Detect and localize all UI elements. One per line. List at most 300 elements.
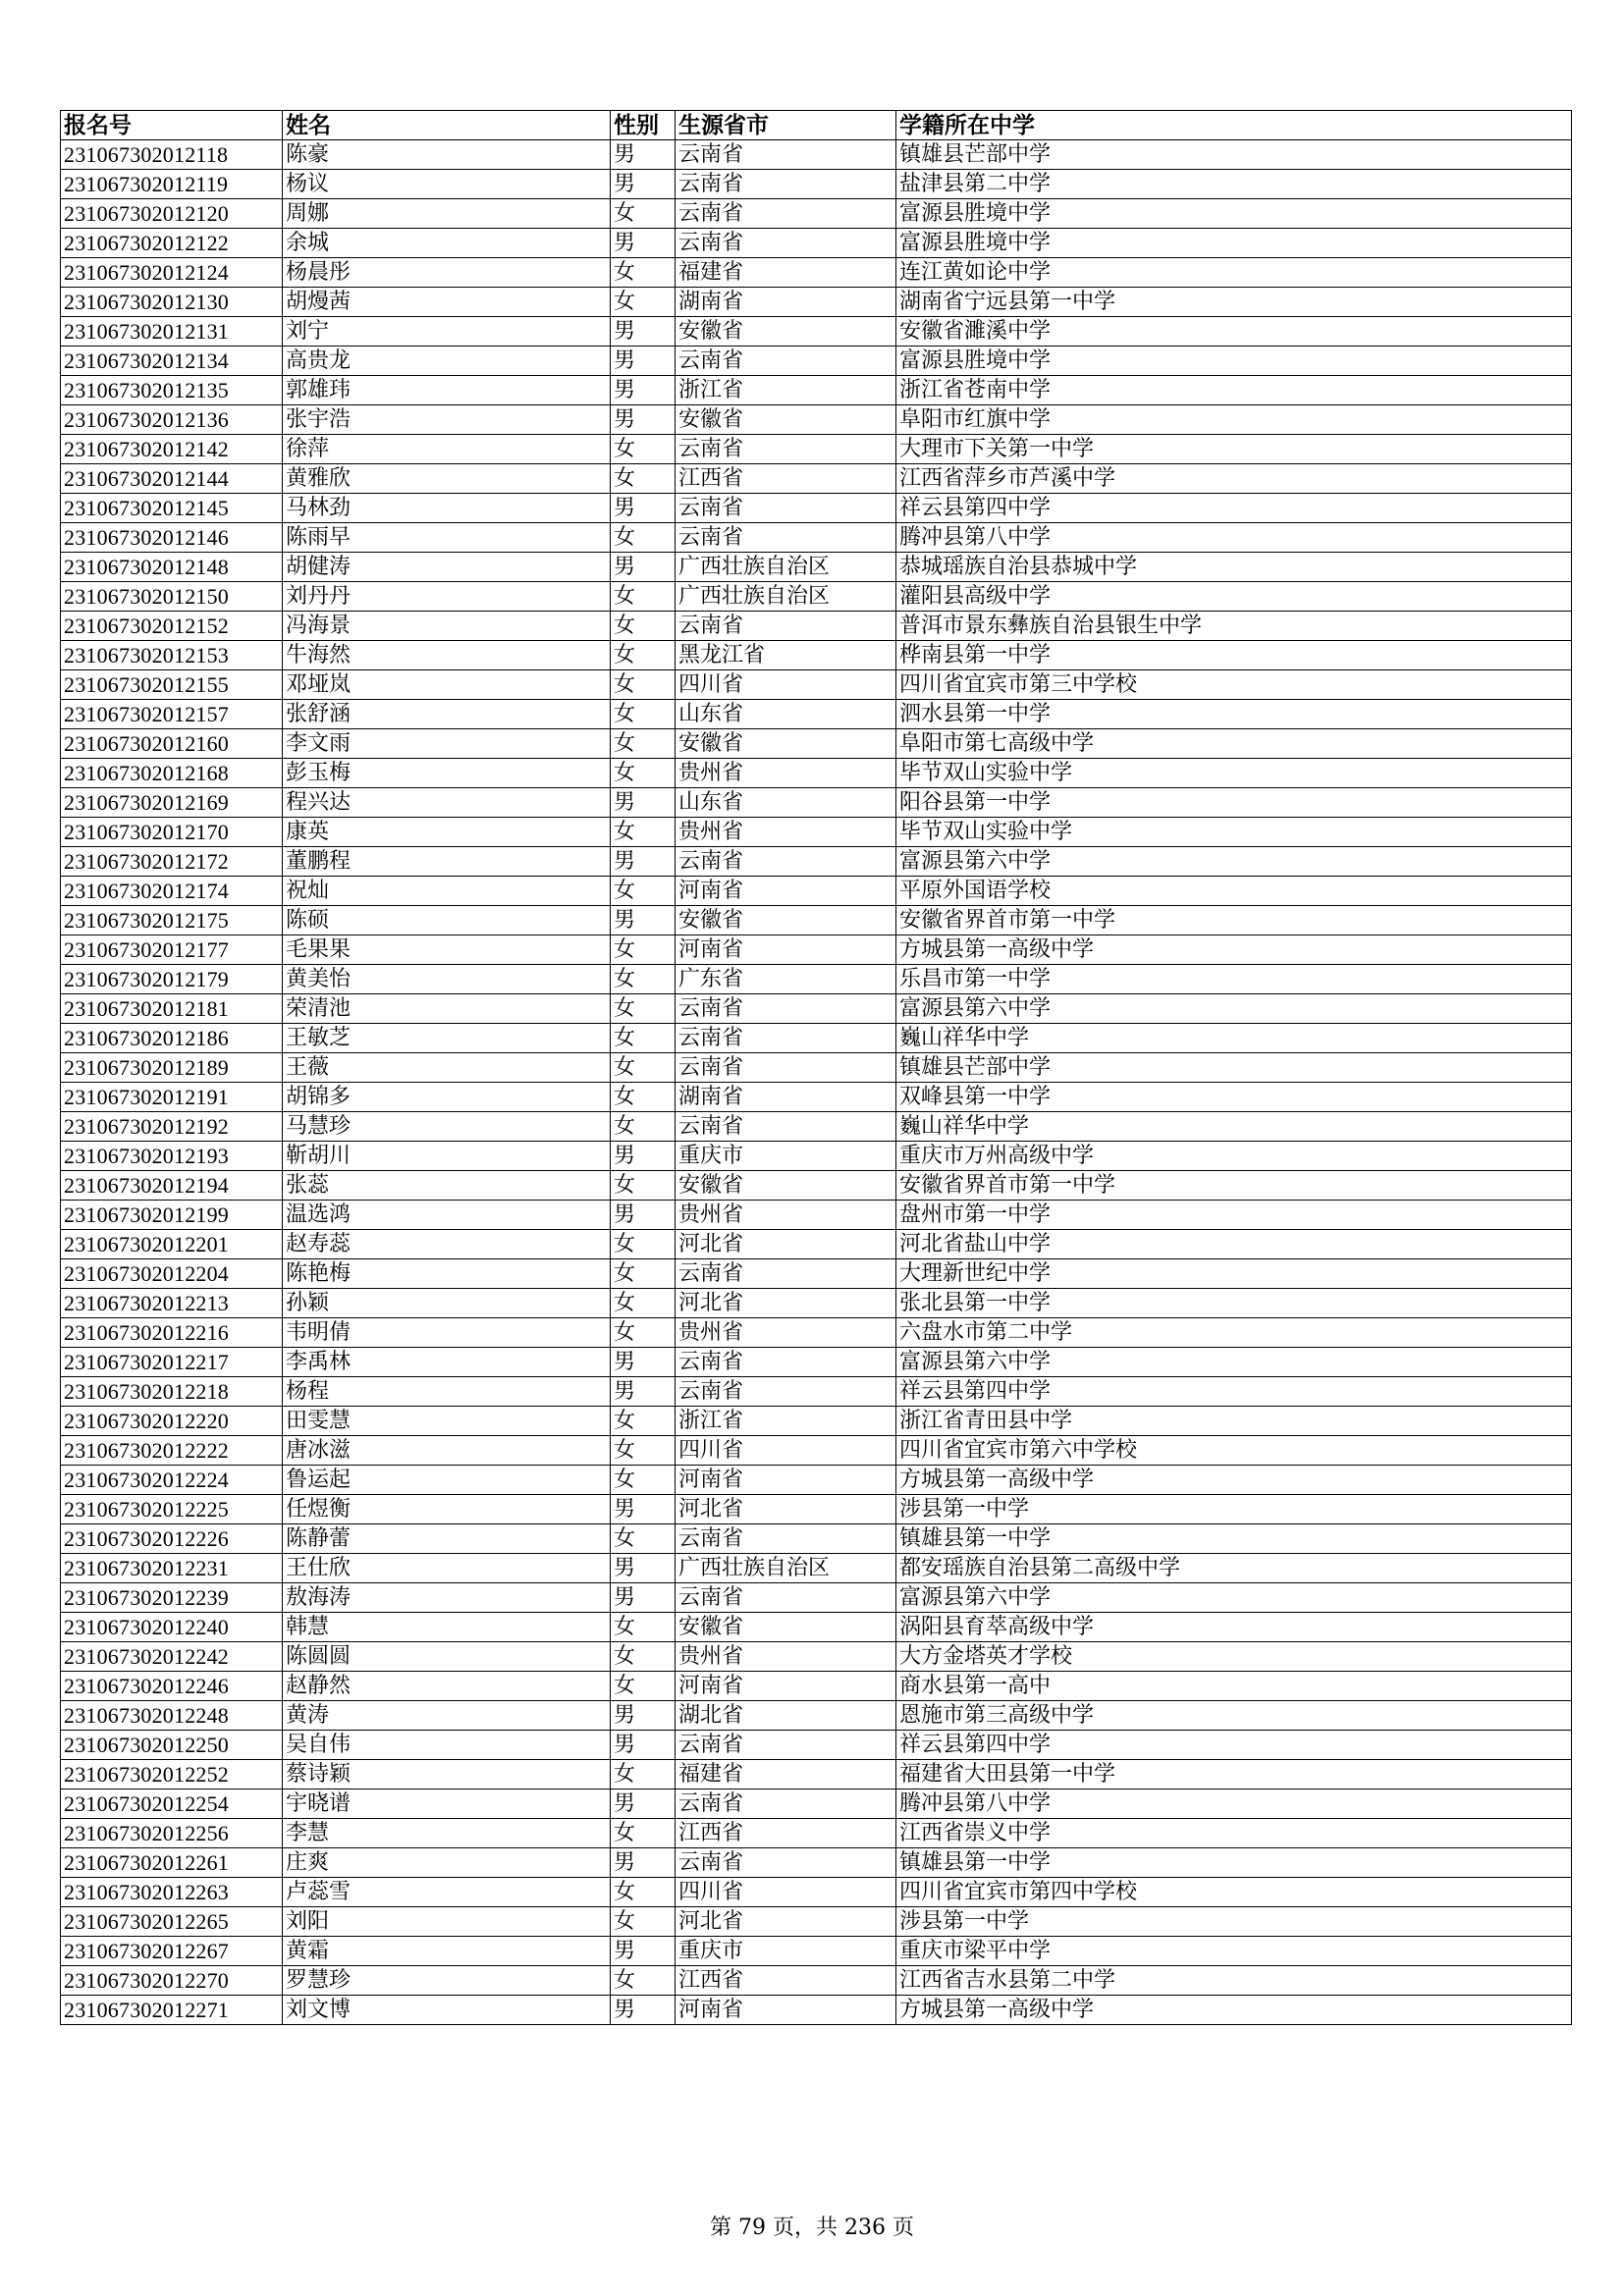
name-cell: 温选鸿 — [283, 1201, 611, 1230]
registration-number-cell: 231067302012224 — [61, 1466, 283, 1495]
registration-number-cell: 231067302012122 — [61, 229, 283, 258]
province-cell: 河北省 — [676, 1907, 896, 1937]
gender-cell: 男 — [611, 1937, 676, 1966]
table-row — [61, 1495, 1572, 1524]
registration-number-cell: 231067302012174 — [61, 877, 283, 906]
table-row — [61, 229, 1572, 258]
table-row — [61, 612, 1572, 641]
gender-cell: 女 — [611, 1289, 676, 1318]
school-cell: 江西省萍乡市芦溪中学 — [896, 464, 1572, 494]
school-cell: 都安瑶族自治县第二高级中学 — [896, 1554, 1572, 1583]
name-cell: 杨程 — [283, 1377, 611, 1407]
registration-number-cell: 231067302012239 — [61, 1583, 283, 1613]
registration-number-cell: 231067302012231 — [61, 1554, 283, 1583]
table-row — [61, 1907, 1572, 1937]
registration-number-cell: 231067302012246 — [61, 1672, 283, 1701]
table-row — [61, 1672, 1572, 1701]
gender-cell: 男 — [611, 906, 676, 935]
table-row — [61, 1407, 1572, 1436]
name-cell: 康英 — [283, 818, 611, 847]
name-cell: 张蕊 — [283, 1171, 611, 1201]
school-cell: 镇雄县芒部中学 — [896, 1053, 1572, 1083]
name-cell: 赵静然 — [283, 1672, 611, 1701]
school-cell: 富源县胜境中学 — [896, 229, 1572, 258]
province-cell: 河南省 — [676, 877, 896, 906]
table-row — [61, 1878, 1572, 1907]
gender-cell: 女 — [611, 435, 676, 464]
gender-cell: 女 — [611, 994, 676, 1024]
page-footer: 第 79 页，共 236 页 — [710, 2216, 914, 2240]
registration-number-cell: 231067302012218 — [61, 1377, 283, 1407]
school-cell: 大理新世纪中学 — [896, 1259, 1572, 1289]
school-cell: 安徽省界首市第一中学 — [896, 1171, 1572, 1201]
name-cell: 鲁运起 — [283, 1466, 611, 1495]
gender-cell: 男 — [611, 1377, 676, 1407]
registration-number-cell: 231067302012256 — [61, 1819, 283, 1848]
name-cell: 冯海景 — [283, 612, 611, 641]
table-row — [61, 1937, 1572, 1966]
gender-cell: 女 — [611, 1907, 676, 1937]
school-cell: 平原外国语学校 — [896, 877, 1572, 906]
school-cell: 河北省盐山中学 — [896, 1230, 1572, 1259]
province-cell: 贵州省 — [676, 759, 896, 788]
province-cell: 云南省 — [676, 1789, 896, 1819]
school-cell: 六盘水市第二中学 — [896, 1318, 1572, 1348]
registration-number-cell: 231067302012145 — [61, 494, 283, 523]
name-cell: 毛果果 — [283, 935, 611, 965]
gender-cell: 女 — [611, 1112, 676, 1142]
table-row — [61, 1377, 1572, 1407]
name-cell: 庄爽 — [283, 1848, 611, 1878]
name-cell: 徐萍 — [283, 435, 611, 464]
school-cell: 镇雄县第一中学 — [896, 1524, 1572, 1554]
gender-cell: 女 — [611, 1524, 676, 1554]
name-cell: 牛海然 — [283, 641, 611, 670]
name-cell: 王薇 — [283, 1053, 611, 1083]
name-cell: 任煜衡 — [283, 1495, 611, 1524]
school-cell: 安徽省濉溪中学 — [896, 317, 1572, 347]
table-row — [61, 641, 1572, 670]
registration-number-cell: 231067302012155 — [61, 670, 283, 700]
school-cell: 盐津县第二中学 — [896, 170, 1572, 199]
province-cell: 云南省 — [676, 1731, 896, 1760]
name-cell: 韩慧 — [283, 1613, 611, 1642]
table-row — [61, 258, 1572, 288]
province-cell: 重庆市 — [676, 1937, 896, 1966]
name-cell: 黄涛 — [283, 1701, 611, 1731]
table-row — [61, 1466, 1572, 1495]
school-cell: 阜阳市第七高级中学 — [896, 729, 1572, 759]
province-cell: 山东省 — [676, 700, 896, 729]
table-row — [61, 1996, 1572, 2025]
name-cell: 张宇浩 — [283, 405, 611, 435]
school-cell: 阳谷县第一中学 — [896, 788, 1572, 818]
name-cell: 敖海涛 — [283, 1583, 611, 1613]
school-cell: 方城县第一高级中学 — [896, 935, 1572, 965]
table-row — [61, 1201, 1572, 1230]
province-cell: 浙江省 — [676, 376, 896, 405]
registration-number-cell: 231067302012191 — [61, 1083, 283, 1112]
province-cell: 河南省 — [676, 935, 896, 965]
province-cell: 云南省 — [676, 229, 896, 258]
name-cell: 彭玉梅 — [283, 759, 611, 788]
name-cell: 邓垭岚 — [283, 670, 611, 700]
name-cell: 韦明倩 — [283, 1318, 611, 1348]
gender-cell: 男 — [611, 1583, 676, 1613]
table-row — [61, 288, 1572, 317]
table-row — [61, 847, 1572, 877]
province-cell: 贵州省 — [676, 1318, 896, 1348]
name-cell: 李文雨 — [283, 729, 611, 759]
school-cell: 重庆市万州高级中学 — [896, 1142, 1572, 1171]
registration-number-cell: 231067302012186 — [61, 1024, 283, 1053]
school-cell: 泗水县第一中学 — [896, 700, 1572, 729]
school-cell: 巍山祥华中学 — [896, 1112, 1572, 1142]
registration-number-cell: 231067302012265 — [61, 1907, 283, 1937]
registration-number-cell: 231067302012254 — [61, 1789, 283, 1819]
gender-cell: 女 — [611, 1024, 676, 1053]
admission-list-table — [60, 110, 1572, 2025]
province-cell: 福建省 — [676, 258, 896, 288]
school-cell: 方城县第一高级中学 — [896, 1996, 1572, 2025]
table-row — [61, 700, 1572, 729]
registration-number-cell: 231067302012153 — [61, 641, 283, 670]
province-cell: 湖南省 — [676, 1083, 896, 1112]
province-cell: 河南省 — [676, 1672, 896, 1701]
gender-cell: 女 — [611, 1083, 676, 1112]
table-row — [61, 464, 1572, 494]
province-cell: 云南省 — [676, 1524, 896, 1554]
province-cell: 福建省 — [676, 1760, 896, 1789]
name-cell: 黄美怡 — [283, 965, 611, 994]
school-cell: 江西省吉水县第二中学 — [896, 1966, 1572, 1996]
name-cell: 刘宁 — [283, 317, 611, 347]
name-cell: 荣清池 — [283, 994, 611, 1024]
table-row — [61, 1966, 1572, 1996]
table-row — [61, 1642, 1572, 1672]
province-cell: 云南省 — [676, 170, 896, 199]
table-row — [61, 494, 1572, 523]
school-cell: 大方金塔英才学校 — [896, 1642, 1572, 1672]
gender-cell: 女 — [611, 1466, 676, 1495]
table-row — [61, 906, 1572, 935]
name-cell: 黄霜 — [283, 1937, 611, 1966]
registration-number-cell: 231067302012146 — [61, 523, 283, 553]
name-cell: 宇晓谱 — [283, 1789, 611, 1819]
table-row — [61, 1701, 1572, 1731]
registration-number-cell: 231067302012177 — [61, 935, 283, 965]
name-cell: 祝灿 — [283, 877, 611, 906]
name-cell: 陈静蕾 — [283, 1524, 611, 1554]
registration-number-cell: 231067302012222 — [61, 1436, 283, 1466]
province-cell: 湖南省 — [676, 288, 896, 317]
province-cell: 安徽省 — [676, 1171, 896, 1201]
province-cell: 广西壮族自治区 — [676, 1554, 896, 1583]
header-gender: 性别 — [611, 111, 676, 140]
school-cell: 四川省宜宾市第四中学校 — [896, 1878, 1572, 1907]
registration-number-cell: 231067302012240 — [61, 1613, 283, 1642]
school-cell: 毕节双山实验中学 — [896, 818, 1572, 847]
gender-cell: 女 — [611, 1436, 676, 1466]
gender-cell: 女 — [611, 877, 676, 906]
registration-number-cell: 231067302012144 — [61, 464, 283, 494]
table-row — [61, 347, 1572, 376]
province-cell: 河北省 — [676, 1495, 896, 1524]
province-cell: 广西壮族自治区 — [676, 553, 896, 582]
gender-cell: 女 — [611, 1053, 676, 1083]
school-cell: 涡阳县育萃高级中学 — [896, 1613, 1572, 1642]
gender-cell: 女 — [611, 1642, 676, 1672]
name-cell: 杨晨彤 — [283, 258, 611, 288]
name-cell: 董鹏程 — [283, 847, 611, 877]
registration-number-cell: 231067302012118 — [61, 140, 283, 170]
registration-number-cell: 231067302012179 — [61, 965, 283, 994]
table-row — [61, 1819, 1572, 1848]
table-row — [61, 199, 1572, 229]
gender-cell: 男 — [611, 229, 676, 258]
gender-cell: 男 — [611, 1554, 676, 1583]
school-cell: 富源县第六中学 — [896, 1348, 1572, 1377]
province-cell: 广西壮族自治区 — [676, 582, 896, 612]
registration-number-cell: 231067302012119 — [61, 170, 283, 199]
gender-cell: 男 — [611, 1848, 676, 1878]
province-cell: 云南省 — [676, 1583, 896, 1613]
table-row — [61, 1613, 1572, 1642]
gender-cell: 男 — [611, 1201, 676, 1230]
school-cell: 巍山祥华中学 — [896, 1024, 1572, 1053]
school-cell: 连江黄如论中学 — [896, 258, 1572, 288]
province-cell: 云南省 — [676, 347, 896, 376]
school-cell: 腾冲县第八中学 — [896, 1789, 1572, 1819]
registration-number-cell: 231067302012220 — [61, 1407, 283, 1436]
name-cell: 田雯慧 — [283, 1407, 611, 1436]
school-cell: 涉县第一中学 — [896, 1907, 1572, 1937]
gender-cell: 女 — [611, 464, 676, 494]
gender-cell: 女 — [611, 1407, 676, 1436]
school-cell: 腾冲县第八中学 — [896, 523, 1572, 553]
registration-number-cell: 231067302012136 — [61, 405, 283, 435]
registration-number-cell: 231067302012242 — [61, 1642, 283, 1672]
name-cell: 罗慧珍 — [283, 1966, 611, 1996]
gender-cell: 男 — [611, 1701, 676, 1731]
gender-cell: 女 — [611, 1259, 676, 1289]
gender-cell: 女 — [611, 700, 676, 729]
school-cell: 恭城瑶族自治县恭城中学 — [896, 553, 1572, 582]
school-cell: 江西省崇义中学 — [896, 1819, 1572, 1848]
table-row — [61, 1053, 1572, 1083]
table-header-row — [61, 111, 1572, 140]
school-cell: 大理市下关第一中学 — [896, 435, 1572, 464]
registration-number-cell: 231067302012120 — [61, 199, 283, 229]
registration-number-cell: 231067302012192 — [61, 1112, 283, 1142]
registration-number-cell: 231067302012226 — [61, 1524, 283, 1554]
gender-cell: 女 — [611, 965, 676, 994]
province-cell: 云南省 — [676, 1259, 896, 1289]
registration-number-cell: 231067302012157 — [61, 700, 283, 729]
table-row — [61, 1318, 1572, 1348]
school-cell: 安徽省界首市第一中学 — [896, 906, 1572, 935]
province-cell: 云南省 — [676, 1377, 896, 1407]
table-row — [61, 582, 1572, 612]
registration-number-cell: 231067302012152 — [61, 612, 283, 641]
registration-number-cell: 231067302012271 — [61, 1996, 283, 2025]
header-province: 生源省市 — [676, 111, 896, 140]
name-cell: 王仕欣 — [283, 1554, 611, 1583]
table-row — [61, 1789, 1572, 1819]
table-row — [61, 1112, 1572, 1142]
province-cell: 河南省 — [676, 1996, 896, 2025]
name-cell: 程兴达 — [283, 788, 611, 818]
gender-cell: 女 — [611, 1819, 676, 1848]
registration-number-cell: 231067302012261 — [61, 1848, 283, 1878]
name-cell: 黄雅欣 — [283, 464, 611, 494]
registration-number-cell: 231067302012124 — [61, 258, 283, 288]
name-cell: 胡健涛 — [283, 553, 611, 582]
gender-cell: 女 — [611, 1878, 676, 1907]
header-registration-number: 报名号 — [61, 111, 283, 140]
province-cell: 云南省 — [676, 1053, 896, 1083]
gender-cell: 男 — [611, 494, 676, 523]
gender-cell: 男 — [611, 847, 676, 877]
province-cell: 广东省 — [676, 965, 896, 994]
table-row — [61, 1230, 1572, 1259]
name-cell: 陈雨早 — [283, 523, 611, 553]
table-row — [61, 1760, 1572, 1789]
table-row — [61, 729, 1572, 759]
gender-cell: 女 — [611, 523, 676, 553]
school-cell: 镇雄县第一中学 — [896, 1848, 1572, 1878]
school-cell: 毕节双山实验中学 — [896, 759, 1572, 788]
table-row — [61, 1583, 1572, 1613]
gender-cell: 男 — [611, 405, 676, 435]
name-cell: 郭雄玮 — [283, 376, 611, 405]
table-row — [61, 1436, 1572, 1466]
province-cell: 云南省 — [676, 612, 896, 641]
school-cell: 富源县第六中学 — [896, 1583, 1572, 1613]
table-row — [61, 317, 1572, 347]
table-row — [61, 965, 1572, 994]
name-cell: 刘丹丹 — [283, 582, 611, 612]
school-cell: 盘州市第一中学 — [896, 1201, 1572, 1230]
school-cell: 富源县第六中学 — [896, 847, 1572, 877]
table-row — [61, 1083, 1572, 1112]
school-cell: 普洱市景东彝族自治县银生中学 — [896, 612, 1572, 641]
registration-number-cell: 231067302012250 — [61, 1731, 283, 1760]
name-cell: 吴自伟 — [283, 1731, 611, 1760]
province-cell: 河北省 — [676, 1230, 896, 1259]
gender-cell: 女 — [611, 582, 676, 612]
registration-number-cell: 231067302012216 — [61, 1318, 283, 1348]
registration-number-cell: 231067302012135 — [61, 376, 283, 405]
province-cell: 安徽省 — [676, 1613, 896, 1642]
table-row — [61, 1731, 1572, 1760]
gender-cell: 男 — [611, 376, 676, 405]
table-row — [61, 877, 1572, 906]
name-cell: 赵寿蕊 — [283, 1230, 611, 1259]
name-cell: 蔡诗颖 — [283, 1760, 611, 1789]
school-cell: 涉县第一中学 — [896, 1495, 1572, 1524]
table-row — [61, 1524, 1572, 1554]
name-cell: 陈硕 — [283, 906, 611, 935]
name-cell: 胡熳茜 — [283, 288, 611, 317]
table-row — [61, 376, 1572, 405]
table-row — [61, 435, 1572, 464]
school-cell: 重庆市梁平中学 — [896, 1937, 1572, 1966]
registration-number-cell: 231067302012150 — [61, 582, 283, 612]
province-cell: 江西省 — [676, 1819, 896, 1848]
school-cell: 浙江省青田县中学 — [896, 1407, 1572, 1436]
school-cell: 富源县第六中学 — [896, 994, 1572, 1024]
province-cell: 四川省 — [676, 1878, 896, 1907]
gender-cell: 男 — [611, 1495, 676, 1524]
table-row — [61, 935, 1572, 965]
gender-cell: 男 — [611, 553, 676, 582]
gender-cell: 女 — [611, 818, 676, 847]
gender-cell: 女 — [611, 288, 676, 317]
province-cell: 四川省 — [676, 1436, 896, 1466]
province-cell: 贵州省 — [676, 1642, 896, 1672]
registration-number-cell: 231067302012142 — [61, 435, 283, 464]
gender-cell: 女 — [611, 612, 676, 641]
province-cell: 重庆市 — [676, 1142, 896, 1171]
province-cell: 云南省 — [676, 1112, 896, 1142]
gender-cell: 女 — [611, 1760, 676, 1789]
school-cell: 祥云县第四中学 — [896, 1377, 1572, 1407]
gender-cell: 男 — [611, 788, 676, 818]
province-cell: 云南省 — [676, 1348, 896, 1377]
table-row — [61, 1348, 1572, 1377]
province-cell: 江西省 — [676, 464, 896, 494]
name-cell: 马林劲 — [283, 494, 611, 523]
province-cell: 贵州省 — [676, 1201, 896, 1230]
gender-cell: 男 — [611, 1789, 676, 1819]
name-cell: 卢蕊雪 — [283, 1878, 611, 1907]
province-cell: 安徽省 — [676, 405, 896, 435]
province-cell: 浙江省 — [676, 1407, 896, 1436]
gender-cell: 男 — [611, 1348, 676, 1377]
registration-number-cell: 231067302012189 — [61, 1053, 283, 1083]
gender-cell: 女 — [611, 199, 676, 229]
school-cell: 浙江省苍南中学 — [896, 376, 1572, 405]
registration-number-cell: 231067302012160 — [61, 729, 283, 759]
name-cell: 李慧 — [283, 1819, 611, 1848]
table-row — [61, 553, 1572, 582]
table-row — [61, 788, 1572, 818]
province-cell: 山东省 — [676, 788, 896, 818]
name-cell: 王敏芝 — [283, 1024, 611, 1053]
name-cell: 李禹林 — [283, 1348, 611, 1377]
registration-number-cell: 231067302012267 — [61, 1937, 283, 1966]
name-cell: 唐冰滋 — [283, 1436, 611, 1466]
table-row — [61, 523, 1572, 553]
table-row — [61, 170, 1572, 199]
table-row — [61, 1171, 1572, 1201]
province-cell: 贵州省 — [676, 818, 896, 847]
gender-cell: 女 — [611, 729, 676, 759]
school-cell: 祥云县第四中学 — [896, 1731, 1572, 1760]
gender-cell: 女 — [611, 1318, 676, 1348]
province-cell: 河北省 — [676, 1289, 896, 1318]
table-row — [61, 1259, 1572, 1289]
table-row — [61, 1024, 1572, 1053]
school-cell: 桦南县第一中学 — [896, 641, 1572, 670]
table-row — [61, 405, 1572, 435]
gender-cell: 女 — [611, 759, 676, 788]
table-row — [61, 670, 1572, 700]
registration-number-cell: 231067302012248 — [61, 1701, 283, 1731]
school-cell: 祥云县第四中学 — [896, 494, 1572, 523]
registration-number-cell: 231067302012193 — [61, 1142, 283, 1171]
